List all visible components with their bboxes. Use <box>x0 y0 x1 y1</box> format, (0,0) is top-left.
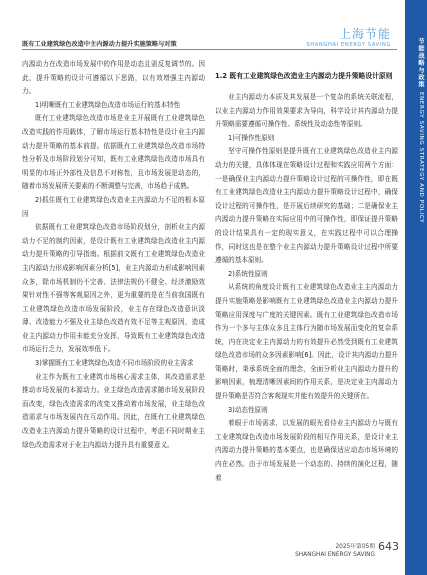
page-number: 643 <box>378 540 399 553</box>
journal-brand <box>306 27 391 49</box>
paragraph: 1)明晰既有工业建筑绿色改造市场运行的基本特性 <box>35 100 181 109</box>
column-side-strip <box>405 0 427 575</box>
paragraph: 1)可操作性原则 <box>228 133 275 142</box>
brand-name-en: SHANGHAI ENERGY SAVING <box>306 42 391 48</box>
paragraph: 坚守可操作性原则是提升既有工业建筑绿色改造业主内源动力的关键，具体体现在策略设计过程和实践应用两个方面：一是确保业主内源动力提升策略设计过程的可操作性，即在既有工业建筑绿色改造业主内源动力提升策略设计过程中，确保设计过程的可操作性，是开展后续研究的基础；二是确保业主内源动力提升策略在实际应用中的可操作性，即保证提升策略的设计结果具有一定的现实意义，在实践过程中可以合理操作，同时这也是在整个业主内源动力提升策略设计过程中所要遵循的基本原则。 <box>215 147 398 265</box>
header-divider <box>22 49 397 50</box>
paragraph: 着眼于市场需求，以发展的眼光看待业主内源动力与既有工业建筑绿色改造市场发展阶段的相互作用关系，是设计业主内源动力提升策略的基本要点，也是确保适应动态市场环境的内在必然。由于市场发展是一个动态的、持续的演化过程，随着 <box>215 419 398 482</box>
paragraph: 内源动力在改造市场发展中的作用是动态且需反复调节的。因此，提升策略的设计可遵循以下思路，以有效增强主内源动力。 <box>22 60 205 96</box>
paragraph: 业主作为既有工业建筑市场核心需求主体，其改造需求是推动市场发展的本源动力。业主绿色改造需求随市场发展阶段而改变，绿色改造需求的改变又推动着市场发展，业主绿色改造需求与市场发展内在互动作用。因此，在既有工业建筑绿色改造业主内源动力提升策略的设计过程中，考虑不同时期业主绿色改造需求对于业主内源动力提升具有重要意义。 <box>22 372 205 449</box>
column-title: 节能战略与政策 <box>417 38 424 89</box>
footer-issue <box>295 543 375 559</box>
column-title-en: ENERGY SAVING STRATEGY AND POLICY <box>418 92 424 224</box>
paragraph: 3)动态性原则 <box>228 405 268 414</box>
paragraph: 3)掌握既有工业建筑绿色改造不同市场阶段的业主需求 <box>35 359 194 368</box>
left-text-column <box>22 58 205 452</box>
paragraph: 2)系统性原则 <box>228 269 268 278</box>
paragraph: 2)抓住既有工业建筑绿色改造业主内源动力不足的根本原因 <box>22 195 205 218</box>
right-text-column <box>215 58 398 485</box>
paragraph: 业主内源动力本质及其发展是一个复杂的系统关联流程，以业主内源动力作用效果要求为导向，科学设计其内源动力提升策略需要遵循可操作性、系统性及动态性等原则。 <box>215 93 398 129</box>
brand-name: 上海节能 <box>338 27 391 41</box>
issue-number: 2025年第05期 <box>335 544 375 550</box>
section-heading: 1.2 既有工业建筑绿色改造业主内源动力提升策略设计原则 <box>215 72 393 80</box>
issue-journal-en: SHANGHAI ENERGY SAVING <box>295 552 375 558</box>
paragraph: 依据既有工业建筑绿色改造市场阶段划分，剖析业主内源动力不足的制约因素，是设计既有工业建筑绿色改造业主内源动力提升策略的引导指南。根据前文既有工业建筑绿色改造业主内源动力形成影响因素分析[5]，业主内源动力形成影响因素众多，除市场机制仍不完善、法律法规仍不健全、经济激励效果针对性不强等客观原因之外，更为重要的是在当前我国既有工业建筑绿色改造市场发展阶段，业主存在绿色改造意识淡薄、改造能力不强及业主绿色改造有效不足等主观原因，造成业主内源动力作用未能充分发挥，导致既有工业建筑绿色改造市场运行乏力，发展效率低下。 <box>22 223 205 354</box>
paragraph: 既有工业建筑绿色改造市场是业主开展既有工业建筑绿色改造实践的作用载体，了解市场运行基本特性是设计业主内源动力提升策略的基本前提。依据既有工业建筑绿色改造市场特性分析及市场阶段划分可知，既有工业建筑绿色改造市场具有明显的市场正外部性及信息不对称性，且市场发展是动态的，随着市场发展所关要素的不断调整与完善，市场趋于成熟。 <box>22 114 205 191</box>
running-title: 既有工业建筑绿色改造中主内源动力提升实施策略与对策 <box>22 41 177 48</box>
paragraph: 从系统的角度设计既有工业建筑绿色改造业主主内源动力提升实施策略是影响既有工业建筑绿色改造业主内源动力提升策略应用深度与广度的关键因素。既有工业建筑绿色改造市场作为一个多与主体众多且主体行为随市场发展而变化的复杂系统，内在决定业主内源动力的有效提升必然受到既有工业建筑绿色改造市场的众多因素影响[6]。因此，设计其内源动力提升策略时，秉承系统全面的理念，全面分析业主内源动力提升的影响因素，梳理清晰因素间的作用关系，是决定业主内源动力提升策略是否符合客观现实并能有效提升的关键所在。 <box>215 283 398 401</box>
